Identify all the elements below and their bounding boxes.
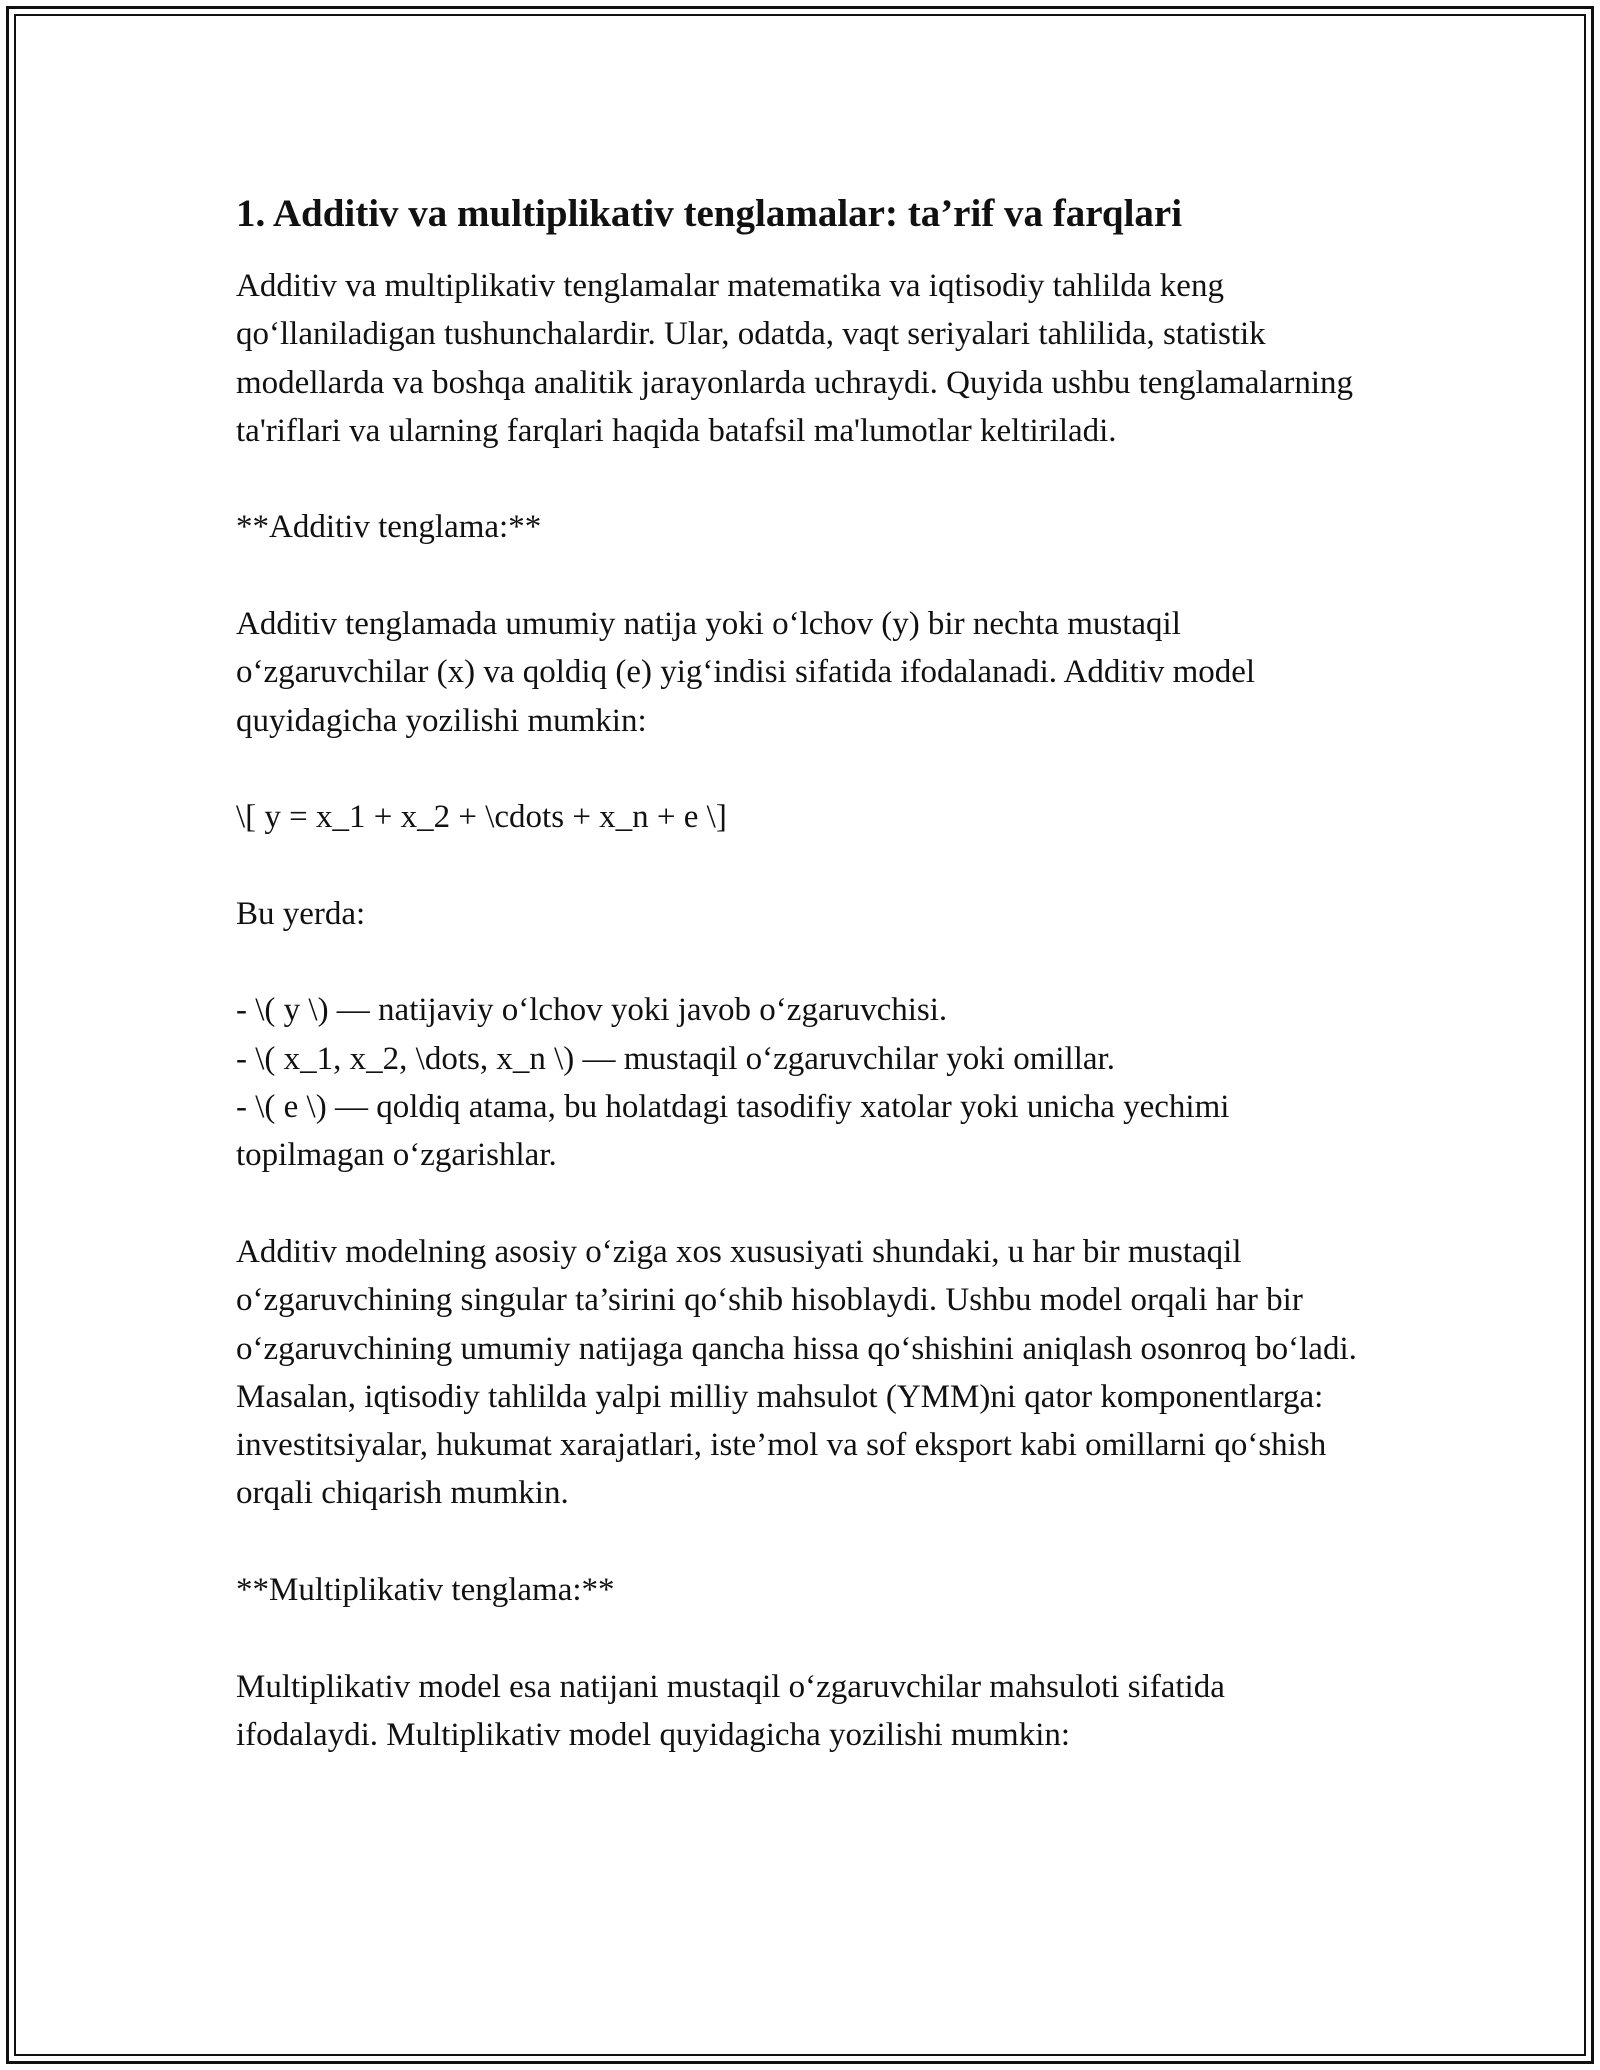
spacer xyxy=(236,1180,1366,1228)
spacer xyxy=(236,552,1366,600)
spacer xyxy=(236,1518,1366,1566)
spacer xyxy=(236,938,1366,986)
list-item: - \( y \) — natijaviy o‘lchov yoki javob o‘zgaruvchisi. xyxy=(236,992,948,1029)
additive-formula: \[ y = x_1 + x_2 + \cdots + x_n + e \] xyxy=(236,799,727,836)
additive-heading: **Additiv tenglama:** xyxy=(236,509,542,546)
additive-definition: Additiv tenglamada umumiy natija yoki o‘lchov (y) bir nechta mustaqil o‘zgaruvchilar (x) va qoldiq (e) yig‘indisi sifatida ifodalanadi. Additiv model quyidagicha yozilishi mumkin: xyxy=(236,606,1256,739)
additive-feature-paragraph: Additiv modelning asosiy o‘ziga xos xususiyati shundaki, u har bir mustaqil o‘zgaruvchining singular ta’sirini qo‘shib hisoblaydi. Ushbu model orqali har bir o‘zgaruvchining umumiy natijaga qancha hissa qo‘shishini aniqlash osonroq bo‘ladi. Masalan, iqtisodiy tahlilda yalpi milliy mahsulot (YMM)ni qator komponentlarga: investitsiyalar, hukumat xarajatlari, iste’mol va sof eksport kabi omillarni qo‘shish orqali chiqarish mumkin. xyxy=(236,1233,1357,1512)
spacer xyxy=(236,1614,1366,1662)
spacer xyxy=(236,842,1366,890)
spacer xyxy=(236,455,1366,503)
multiplicative-heading: **Multiplikativ tenglama:** xyxy=(236,1572,615,1609)
document-body xyxy=(236,188,1366,1759)
list-item: - \( x_1, x_2, \dots, x_n \) — mustaqil o‘zgaruvchilar yoki omillar. xyxy=(236,1040,1115,1077)
intro-paragraph: Additiv va multiplikativ tenglamalar matematika va iqtisodiy tahlilda keng qo‘llaniladigan tushunchalardir. Ular, odatda, vaqt seriyalari tahlilida, statistik modellarda va boshqa analitik jarayonlarda uchraydi. Quyida ushbu tenglamalarning ta'riflari va ularning farqlari haqida batafsil ma'lumotlar keltiriladi. xyxy=(236,268,1354,449)
list-item: - \( e \) — qoldiq atama, bu holatdagi tasodifiy xatolar yoki unicha yechimi topilmagan o‘zgarishlar. xyxy=(236,1089,1230,1174)
spacer xyxy=(236,745,1366,793)
section-heading: 1. Additiv va multiplikativ tenglamalar: ta’rif va farqlari xyxy=(236,192,1183,235)
where-label: Bu yerda: xyxy=(236,895,366,932)
multiplicative-definition: Multiplikativ model esa natijani mustaqil o‘zgaruvchilar mahsuloti sifatida ifodalaydi. Multiplikativ model quyidagicha yozilishi mumkin: xyxy=(236,1668,1225,1753)
